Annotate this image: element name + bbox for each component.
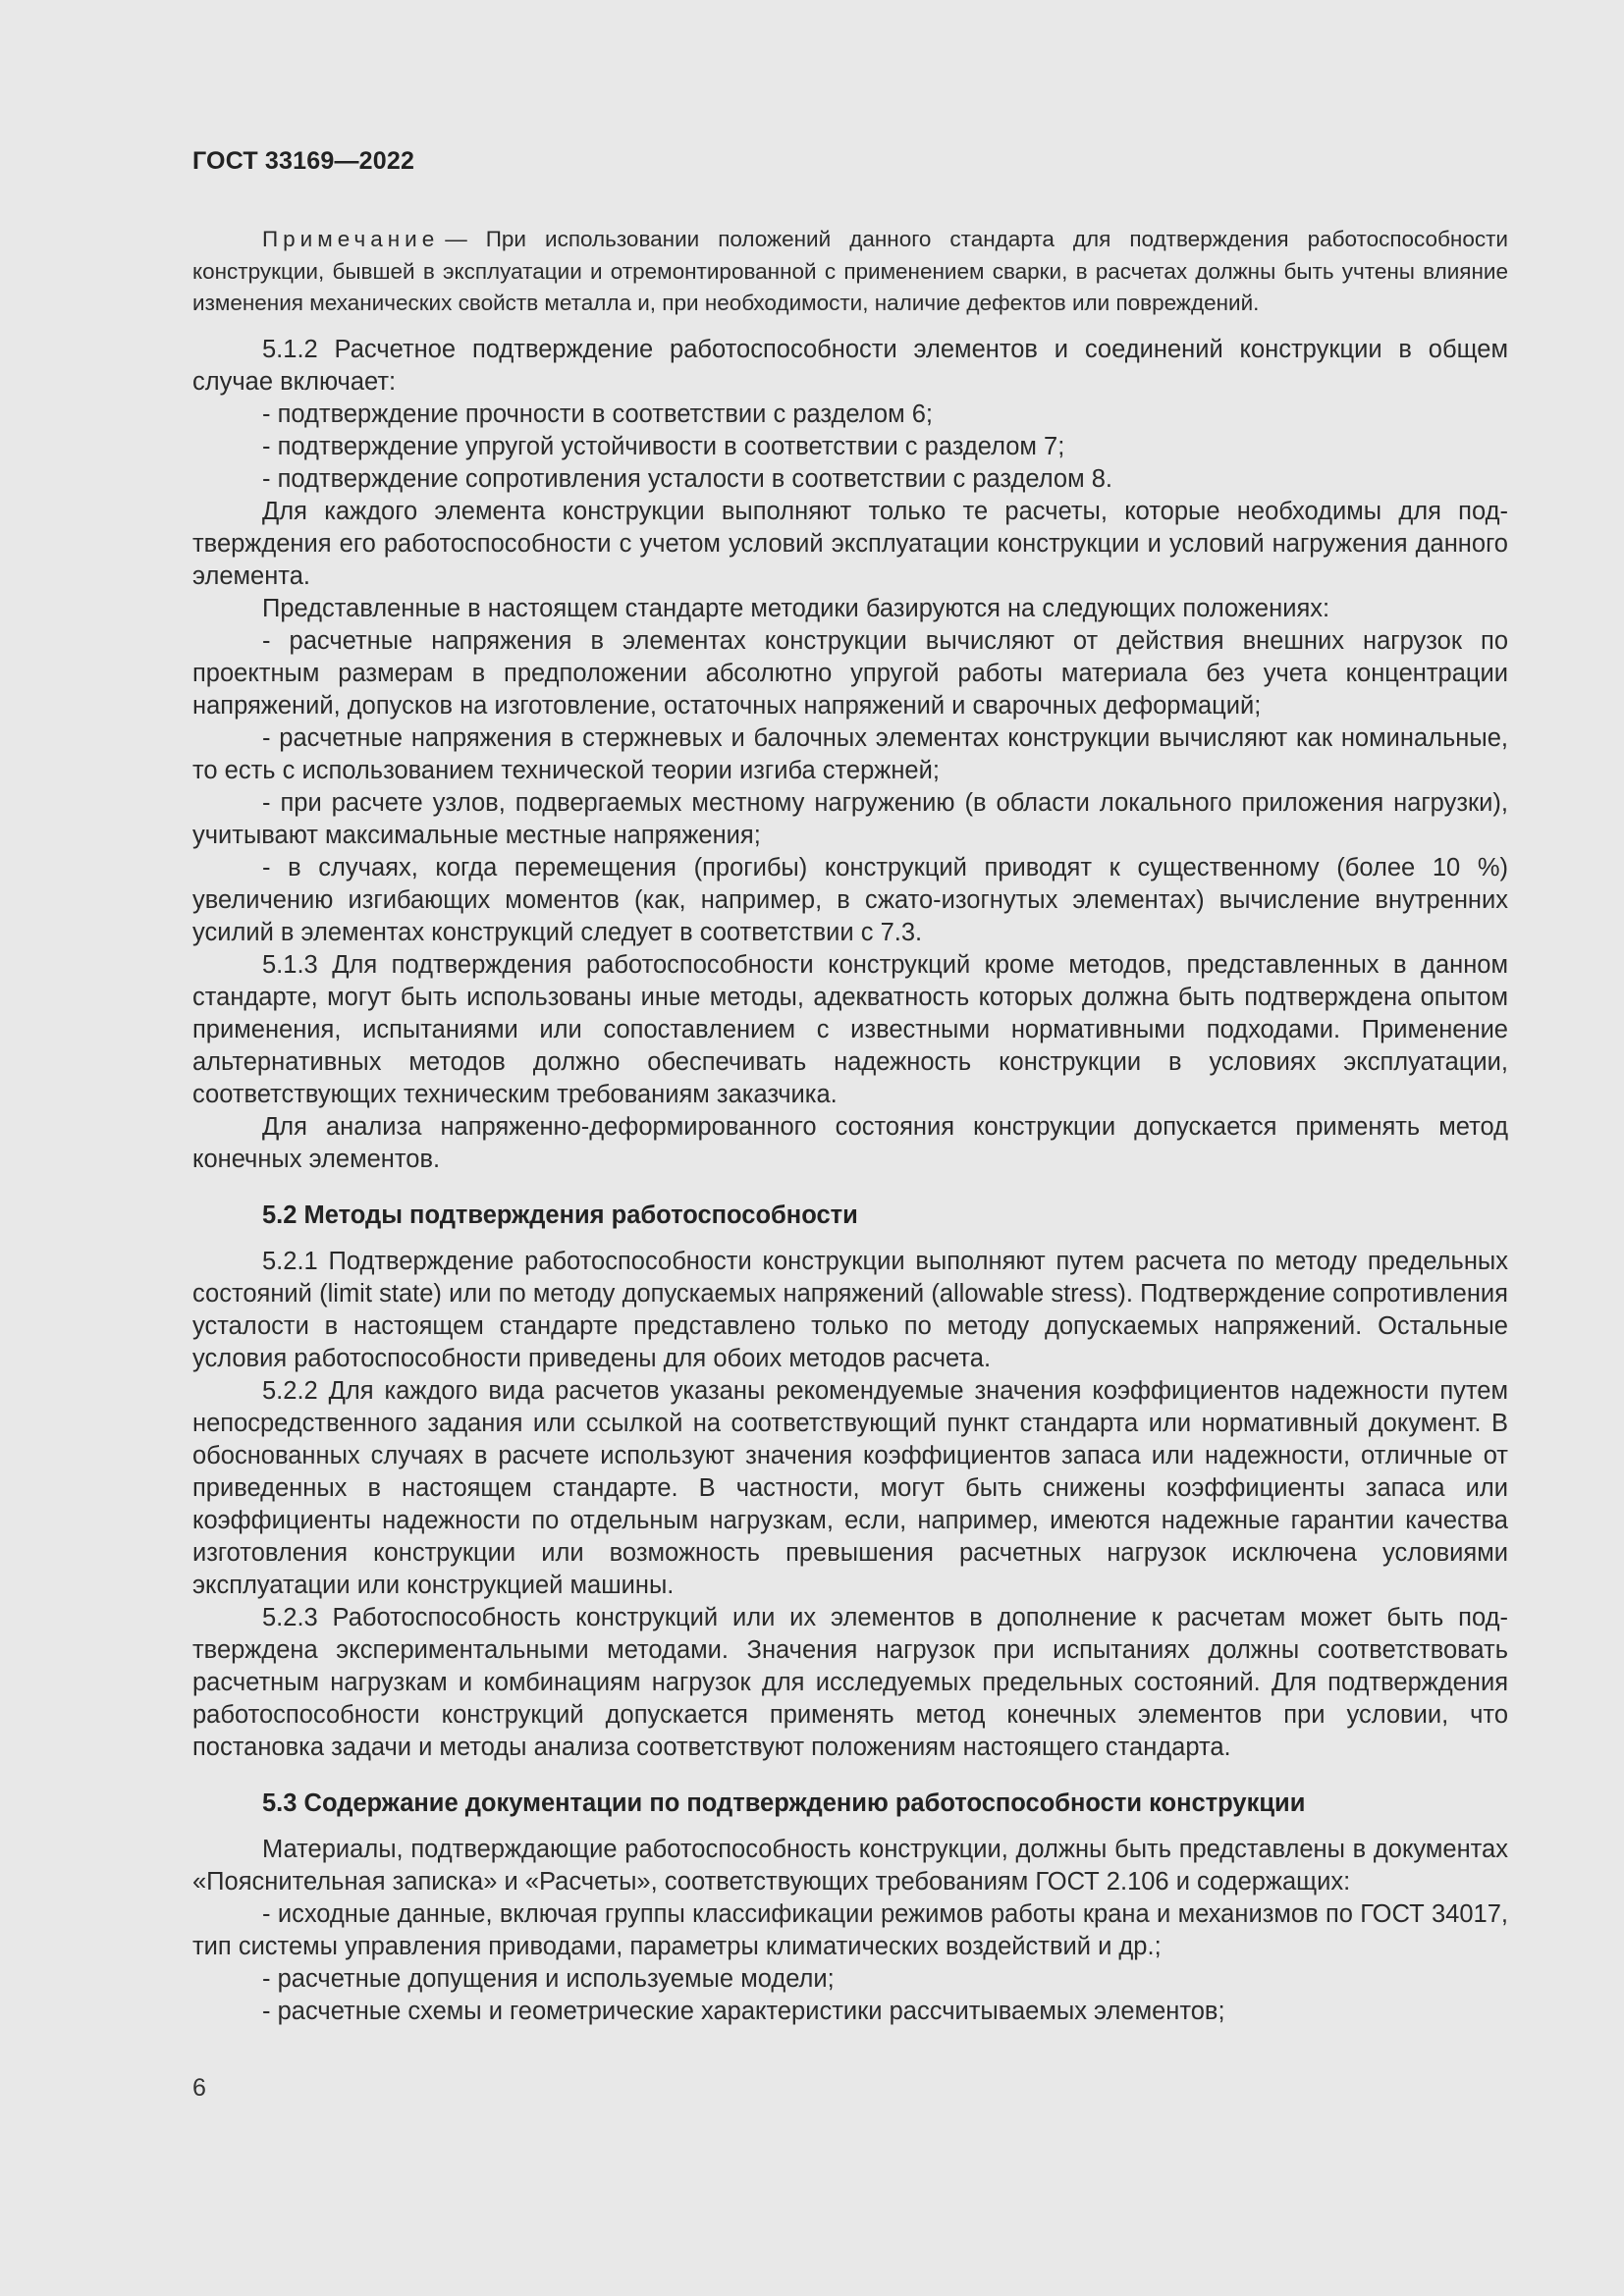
list-item: - в случаях, когда перемещения (прогибы) конструкций приводят к существенному (более 10 %) увеличению изгибающих моментов (как, например, в сжато-изогнутых элементах) вычисление внутренних усилий в элементах конструкций следует в соответствии с 7.3. [192,853,1508,946]
paragraph-5-1-2-intro: 5.1.2 Расчетное подтверждение работоспособности элементов и соединений конструкции в общем случае включает: [192,335,1508,396]
paragraph-5-1-3: 5.1.3 Для подтверждения работоспособности конструкций кроме методов, представленных в данном стандарте, могут быть использованы иные методы, адекватность которых должна быть подтверждена опытом применения, испытаниями или сопоставлением с известными нормативными подходами. Применение альтернативных методов должно обеспечивать надежность конструкции в условиях эксплуатации, соответствующих техническим требованиям заказчика. [192,950,1508,1108]
page-number: 6 [192,2074,206,2102]
list-item: - подтверждение прочности в соответствии с разделом 6; [262,400,933,428]
list-item: - подтверждение упругой устойчивости в соответствии с разделом 7; [262,432,1065,460]
list-item: - расчетные допущения и используемые модели; [262,1964,835,1993]
document-body [192,224,1508,2028]
paragraph: Для анализа напряженно-деформированного состояния конструкции допускается применять метод конечных элементов. [192,1112,1508,1173]
list-item: - исходные данные, включая группы классификации режимов работы крана и механизмов по ГОСТ 34017, тип системы управления приводами, параметры климатических воздействий и др.; [192,1899,1508,1960]
note-paragraph [192,224,1508,320]
paragraph: Представленные в настоящем стандарте методики базируются на следующих положениях: [262,594,1330,622]
list-item: - расчетные схемы и геометрические характеристики рассчитываемых элементов; [262,1997,1225,2025]
paragraph-5-2-1: 5.2.1 Подтверждение работоспособности конструкции выполняют путем расчета по методу предельных состояний (limit state) или по методу допускаемых напряжений (allowable stress). Подтверждение сопротивления усталости в настоящем стандарте представлено только по методу допускаемых напряжений. Остальные условия работоспособности приведены для обоих методов расчета. [192,1247,1508,1372]
note-label: Примечание [262,227,440,251]
paragraph-5-3-intro: Материалы, подтверждающие работоспособность конструкции, должны быть представлены в документах «Пояснительная записка» и «Расчеты», соответствующих требованиям ГОСТ 2.106 и содержащих: [192,1835,1508,1896]
paragraph: Для каждого элемента конструкции выполняют только те расчеты, которые необходимы для подтверждения его работоспособности с учетом условий эксплуатации конструкции и условий нагружения данного элемента. [192,497,1508,590]
list-item: - расчетные напряжения в элементах конструкции вычисляют от действия внешних нагрузок по проектным размерам в предположении абсолютно упругой работы материала без учета концентрации напряжений, допусков на изготовление, остаточных напряжений и сварочных деформаций; [192,626,1508,720]
section-heading-5-3: 5.3 Содержание документации по подтверждению работоспособности конструкции [262,1789,1306,1817]
paragraph-5-2-2: 5.2.2 Для каждого вида расчетов указаны рекомендуемые значения коэффициентов надежности путем непосредственного задания или ссылкой на соответствующий пункт стандарта или нормативный документ. В обоснованных случаях в расчете используют значения коэффициентов запаса или надежности, отличные от приведенных в настоящем стандарте. В частности, могут быть снижены коэффициенты запаса или коэффициенты надежности по отдельным нагрузкам, если, например, имеются надежные гарантии качества изготовления конструкции или возможность превышения расчетных нагрузок исключена условиями эксплуатации или конструкцией машины. [192,1376,1508,1599]
document-header: ГОСТ 33169—2022 [192,147,415,175]
section-heading-5-2: 5.2 Методы подтверждения работоспособности [262,1201,858,1229]
list-item: - расчетные напряжения в стержневых и балочных элементах конструкции вычисляют как номинальные, то есть с использованием технической теории изгиба стержней; [192,723,1508,784]
note-text: — При использовании положений данного стандарта для подтверждения работоспособности конструкции, бывшей в эксплуатации и отремонтированной с применением сварки, в расчетах должны быть учтены влияние изменения механических свойств металла и, при необходимости, наличие дефектов или повреждений. [192,227,1508,315]
paragraph-5-2-3: 5.2.3 Работоспособность конструкций или их элементов в дополнение к расчетам может быть подтверждена экспериментальными методами. Значения нагрузок при испытаниях должны соответствовать расчетным нагрузкам и комбинациям нагрузок для исследуемых предельных состояний. Для подтверждения работоспособности конструкций допускается применять метод конечных элементов при условии, что постановка задачи и методы анализа соответствуют положениям настоящего стандарта. [192,1603,1508,1761]
list-item: - подтверждение сопротивления усталости в соответствии с разделом 8. [262,464,1112,493]
list-item: - при расчете узлов, подвергаемых местному нагружению (в области локального приложения нагрузки), учитывают максимальные местные напряжения; [192,788,1508,849]
